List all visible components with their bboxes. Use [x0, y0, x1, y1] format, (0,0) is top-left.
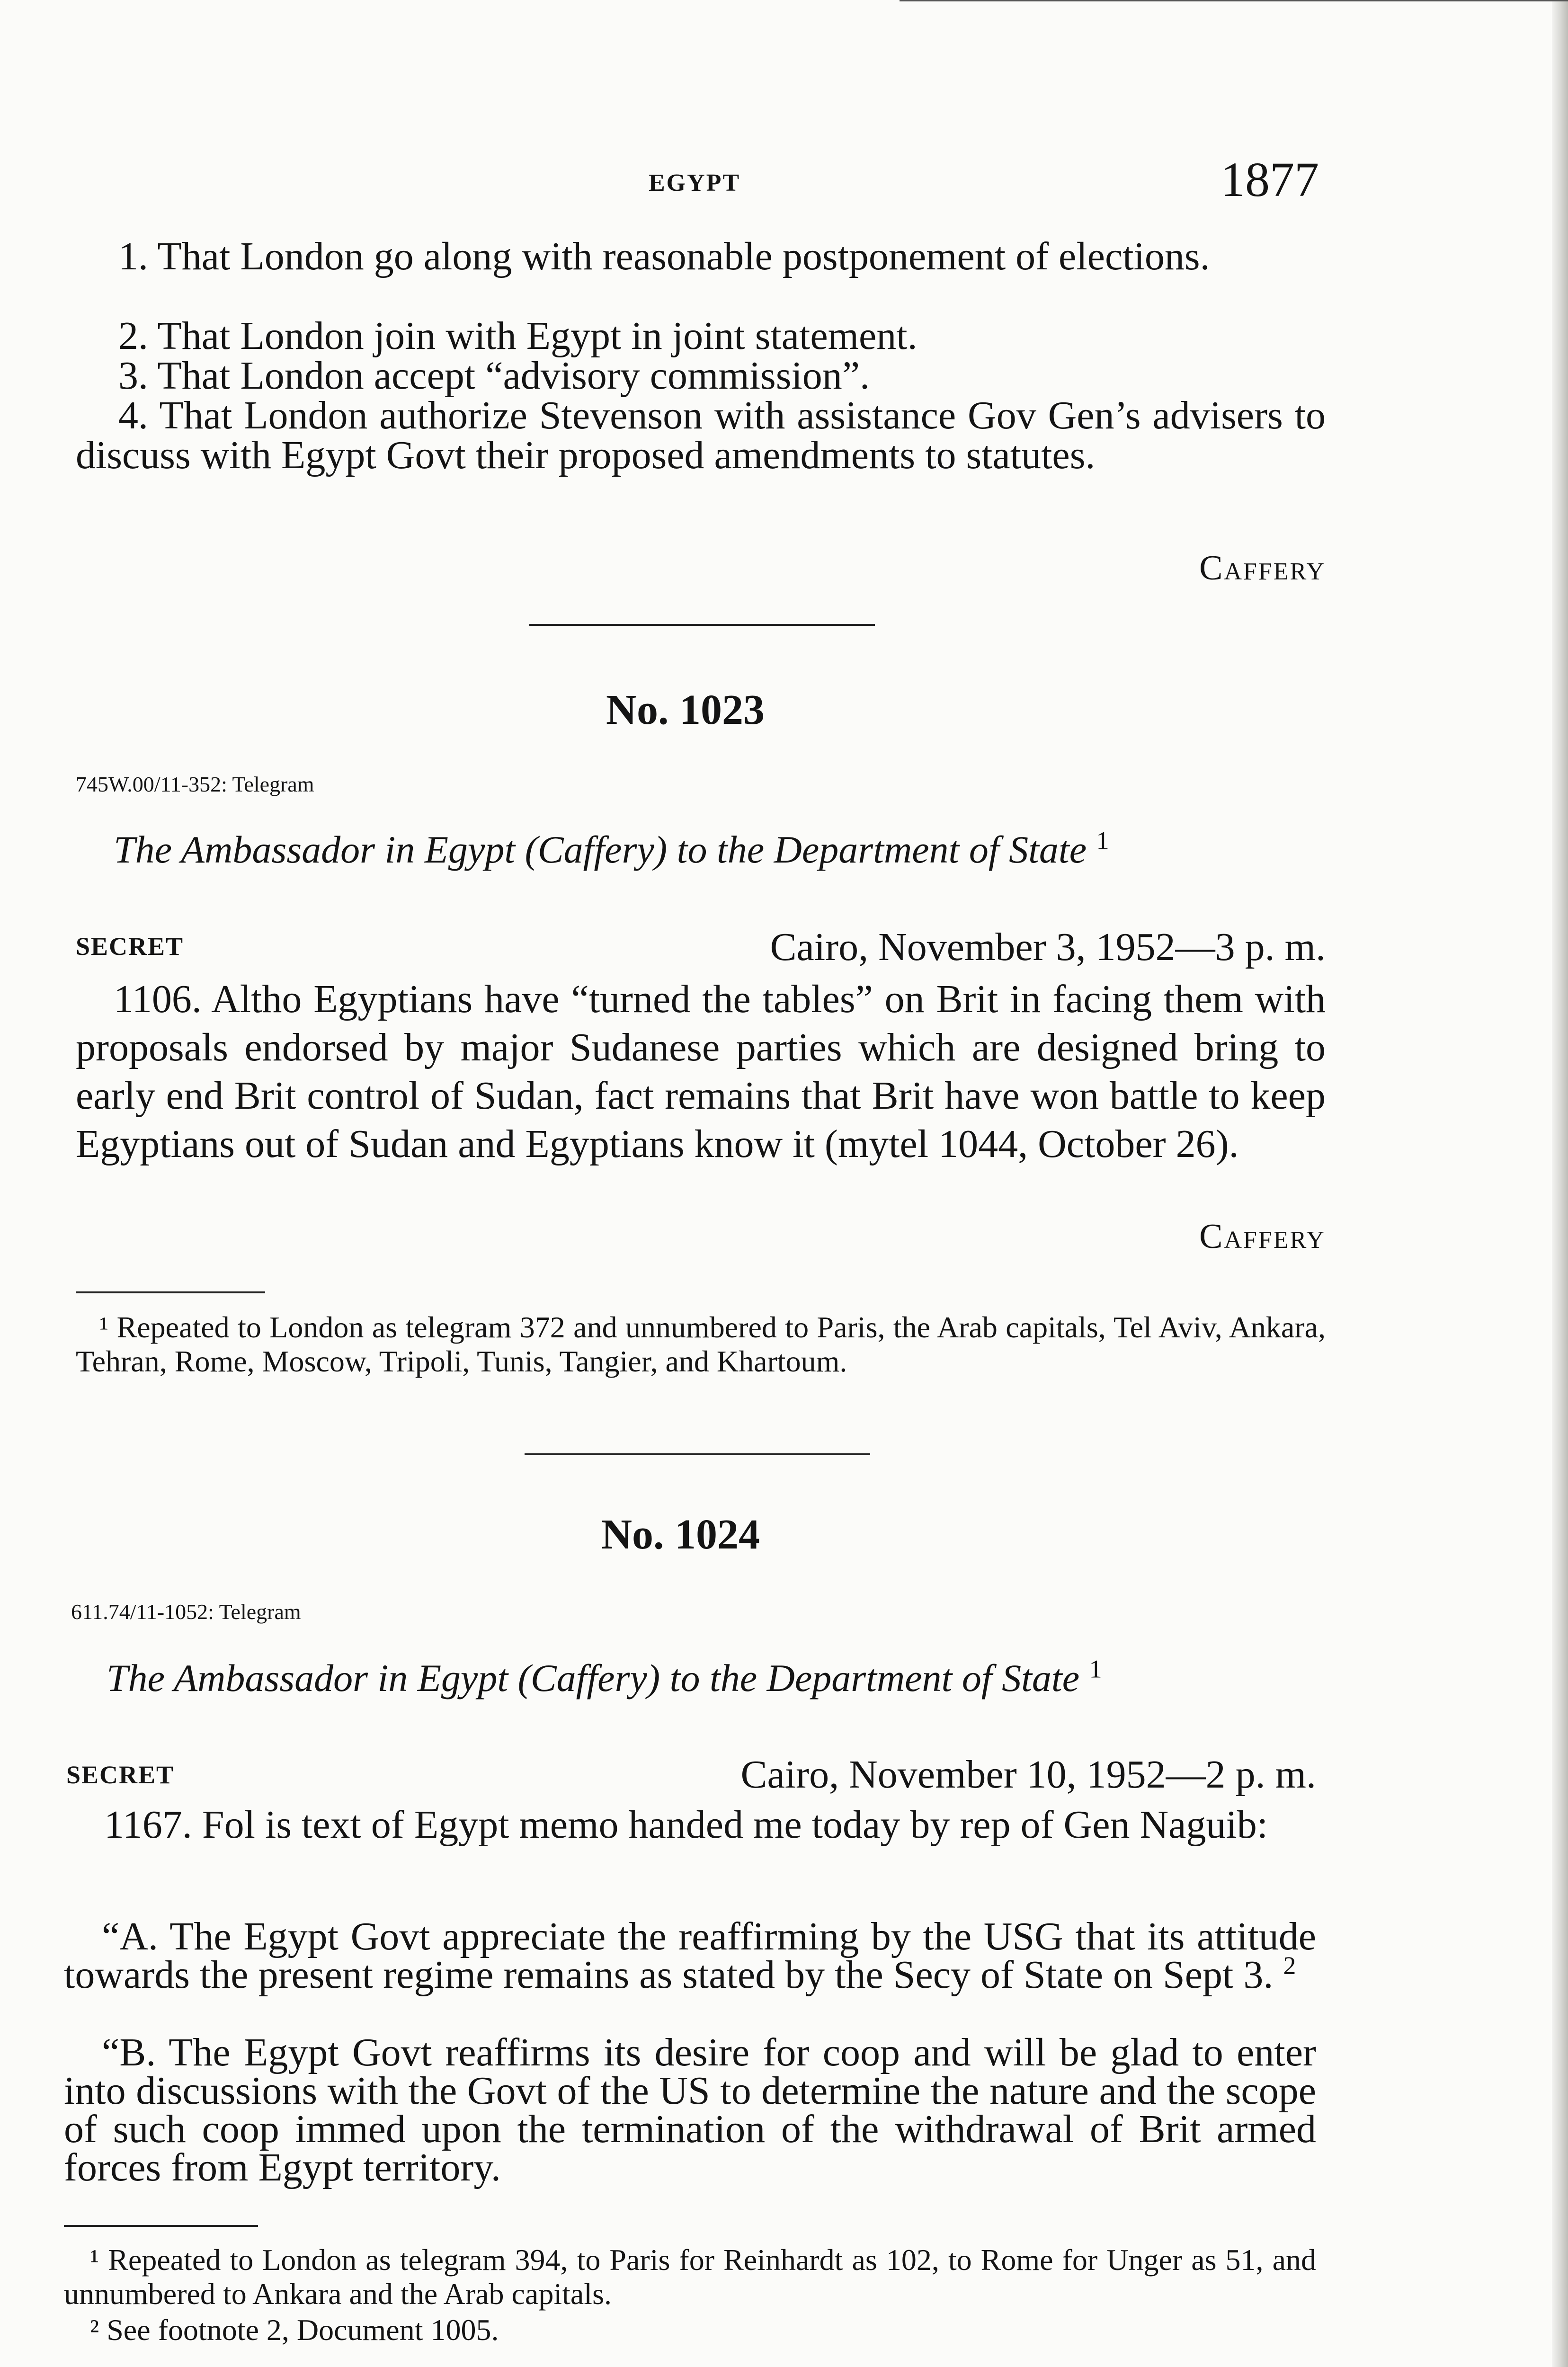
file-reference: 611.74/11-1052: Telegram — [71, 1600, 301, 1624]
list-item-4: 4. That London authorize Stevenson with assistance Gov Gen’s advisers to discuss with Egypt Govt their proposed amendments to statutes. — [76, 393, 1326, 477]
classification-label: SECRET — [76, 932, 184, 961]
signature-caffery: Caffery — [1199, 1217, 1326, 1256]
headline-text: The Ambassador in Egypt (Caffery) to the Department of State — [114, 828, 1087, 871]
telegram-body-intro: 1167. Fol is text of Egypt memo handed me today by rep of Gen Naguib: — [104, 1803, 1268, 1847]
document-number: No. 1024 — [601, 1511, 760, 1558]
list-item-1: 1. That London go along with reasonable postponement of elections. — [118, 234, 1210, 278]
page-edge-shadow — [1552, 0, 1568, 2367]
page-number: 1877 — [1221, 152, 1319, 207]
top-edge-line — [900, 0, 1568, 1]
footnote-rule — [64, 2225, 258, 2227]
footnote: ¹ Repeated to London as telegram 372 and unnumbered to Paris, the Arab capitals, Tel Aviv, Ankara, Tehran, Rome, Moscow, Tripoli, Tunis, Tangier, and Khartoum. — [76, 1310, 1326, 1378]
footnote: ² See footnote 2, Document 1005. — [90, 2313, 499, 2347]
list-item-2: 2. That London join with Egypt in joint statement. — [118, 314, 918, 358]
memo-paragraph-a-text: “A. The Egypt Govt appreciate the reaffirming by the USG that its attitude towards the present regime remains as stated by the Secy of State on Sept 3. — [64, 1914, 1316, 1997]
classification-label: SECRET — [66, 1761, 175, 1789]
footnote-marker: 1 — [1089, 1655, 1102, 1683]
memo-paragraph-a — [64, 1914, 1316, 1997]
telegram-body: 1106. Altho Egyptians have “turned the tables” on Brit in facing them with proposals endorsed by major Sudanese parties which are designed bring to early end Brit control of Sudan, fact remains that Brit have won battle to keep Egyptians out of Sudan and Egyptians know it (mytel 1044, October 26). — [76, 977, 1326, 1166]
dateline: Cairo, November 10, 1952—2 p. m. — [740, 1753, 1316, 1797]
file-reference: 745W.00/11-352: Telegram — [76, 772, 314, 796]
headline-text: The Ambassador in Egypt (Caffery) to the Department of State — [107, 1656, 1080, 1700]
document-headline — [114, 828, 1326, 872]
section-rule — [529, 624, 875, 626]
footnote-marker: 1 — [1096, 826, 1109, 855]
dateline: Cairo, November 3, 1952—3 p. m. — [770, 925, 1326, 969]
list-item-3: 3. That London accept “advisory commission”. — [118, 354, 870, 398]
document-number: No. 1023 — [606, 686, 765, 733]
document-headline — [107, 1656, 1326, 1700]
footnote-marker: 2 — [1283, 1951, 1296, 1980]
section-rule — [525, 1453, 870, 1455]
running-head: EGYPT — [649, 169, 741, 196]
memo-paragraph-b: “B. The Egypt Govt reaffirms its desire for coop and will be glad to enter into discussions with the Govt of the US to determine the nature and the scope of such coop immed upon the termination of the withdrawal of Brit armed forces from Egypt territory. — [64, 2030, 1316, 2189]
signature-caffery: Caffery — [1199, 549, 1326, 587]
footnote: ¹ Repeated to London as telegram 394, to Paris for Reinhardt as 102, to Rome for Unger as 51, and unnumbered to Ankara and the Arab capitals. — [64, 2243, 1316, 2311]
footnote-rule — [76, 1291, 265, 1293]
